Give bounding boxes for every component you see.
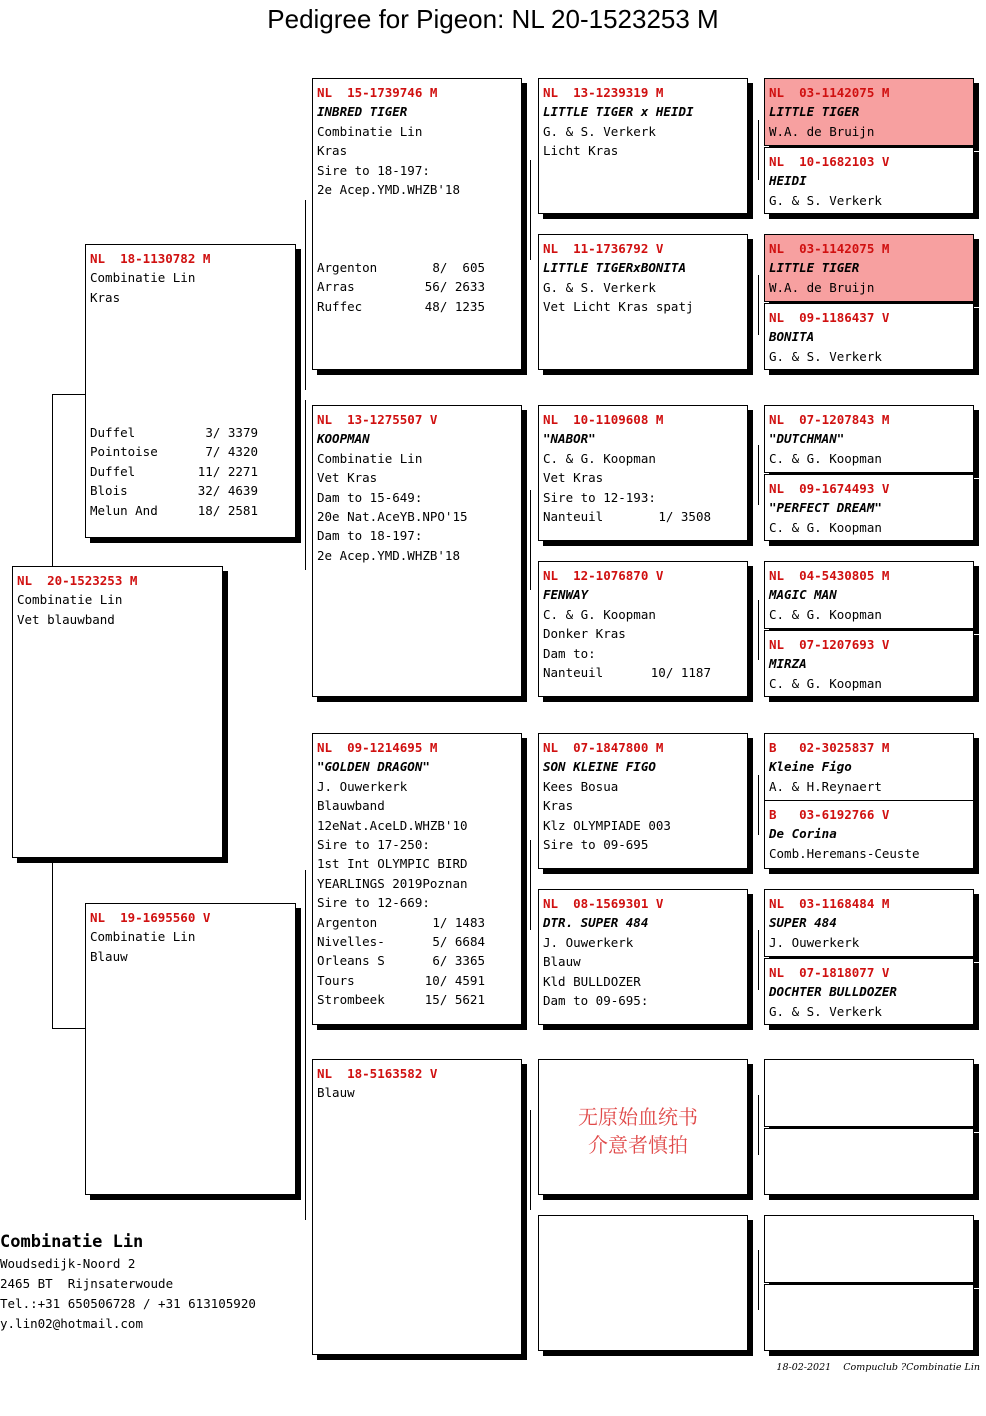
pigeon-card-subject: [12, 566, 223, 858]
pigeon-name: SUPER 484: [769, 915, 837, 931]
pigeon-card-gen4: [764, 474, 974, 541]
breeder: Combinatie Lin: [17, 592, 123, 608]
ring-number: NL 09-1186437 V: [769, 310, 890, 325]
pigeon-card-sd: [312, 405, 522, 697]
result-row: Duffel 11/ 2271: [90, 463, 258, 479]
pigeon-card-gen4: [764, 630, 974, 697]
pigeon-card-gen4: [764, 234, 974, 302]
pigeon-name: "PERFECT DREAM": [769, 500, 882, 516]
breeder: G. & S. Verkerk: [769, 348, 882, 364]
pigeon-card-sss: [538, 78, 748, 214]
note: Dam to 18-197:: [317, 528, 423, 544]
owner-info: [0, 1230, 256, 1334]
ring-number: NL 04-5430805 M: [769, 568, 890, 583]
ring-number: NL 10-1109608 M: [543, 412, 664, 427]
pigeon-name: DOCHTER BULLDOZER: [769, 984, 897, 1000]
color: Donker Kras: [543, 626, 626, 642]
breeder: G. & S. Verkerk: [769, 192, 882, 208]
ring-number: NL 13-1239319 M: [543, 85, 664, 100]
breeder: G. & S. Verkerk: [543, 123, 656, 139]
color: Blauw: [317, 1085, 355, 1101]
pigeon-card-ss: [312, 78, 522, 370]
note: Sire to 09-695: [543, 837, 649, 853]
pigeon-name: LITTLE TIGER: [769, 104, 860, 120]
breeder: J. Ouwerkerk: [543, 934, 634, 950]
pigeon-card-gen4: [764, 78, 974, 146]
ring-number: NL 10-1682103 V: [769, 154, 890, 169]
ring-number: NL 09-1674493 V: [769, 481, 890, 496]
note: Dam to:: [543, 645, 596, 661]
pigeon-card-dam: [85, 903, 296, 1195]
note: Sire to 17-250:: [317, 837, 430, 853]
pigeon-card-sdd: [538, 561, 748, 697]
result-row: Nivelles- 5/ 6684: [317, 934, 485, 950]
breeder: J. Ouwerkerk: [769, 934, 860, 950]
pigeon-card-gen4: [764, 303, 974, 370]
pigeon-card-gen4: [764, 800, 974, 869]
pigeon-card-gen4: [764, 561, 974, 629]
pigeon-card-gen4: [764, 958, 974, 1025]
ring-number: NL 13-1275507 V: [317, 412, 438, 427]
breeder: J. Ouwerkerk: [317, 778, 408, 794]
note: YEARLINGS 2019Poznan: [317, 875, 468, 891]
footer-credit: 18-02-2021 Compuclub ?Combinatie Lin: [776, 1362, 980, 1373]
owner-email[interactable]: y.lin02@hotmail.com: [0, 1316, 143, 1331]
result-row: Argenton 8/ 605: [317, 260, 485, 275]
results-list: [317, 913, 518, 1010]
pigeon-name: Kleine Figo: [769, 759, 852, 775]
breeder: W.A. de Bruijn: [769, 279, 875, 295]
pigeon-card-dd: [312, 1059, 522, 1355]
result-row: Strombeek 15/ 5621: [317, 992, 485, 1008]
color: Kras: [90, 289, 121, 305]
pigeon-card-sire: [85, 244, 296, 538]
pigeon-name: FENWAY: [543, 587, 589, 603]
ring-number: NL 03-1142075 M: [769, 85, 890, 100]
color: Blauwband: [317, 798, 385, 814]
pigeon-name: "DUTCHMAN": [769, 431, 845, 447]
breeder: C. & G. Koopman: [769, 450, 882, 466]
note: 1st Int OLYMPIC BIRD: [317, 856, 468, 872]
color: Kras: [543, 798, 574, 814]
result-row: Melun And 18/ 2581: [90, 502, 258, 518]
ring-number: NL 15-1739746 M: [317, 85, 438, 100]
pigeon-name: LITTLE TIGER: [769, 260, 860, 276]
ring-number: NL 18-5163582 V: [317, 1066, 438, 1081]
pigeon-name: "GOLDEN DRAGON": [317, 759, 430, 775]
result-row: Nanteuil 10/ 1187: [543, 665, 711, 681]
breeder: C. & G. Koopman: [769, 606, 882, 622]
ring-number: NL 12-1076870 V: [543, 568, 664, 583]
owner-name: Combinatie Lin: [0, 1232, 144, 1252]
ring-number: NL 07-1207843 M: [769, 412, 890, 427]
color: Vet Licht Kras spatj: [543, 299, 694, 315]
breeder: Combinatie Lin: [317, 123, 423, 139]
result-row: Arras 56/ 2633: [317, 279, 485, 295]
breeder: C. & G. Koopman: [543, 450, 656, 466]
color: Blauw: [90, 948, 128, 964]
result-row: Nanteuil 1/ 3508: [543, 509, 711, 525]
pigeon-card-gen4: [764, 147, 974, 214]
pigeon-name: LITTLE TIGERxBONITA: [543, 260, 686, 276]
ring-number: NL 07-1818077 V: [769, 965, 890, 980]
note: 12eNat.AceLD.WHZB'10: [317, 817, 468, 833]
pigeon-name: "NABOR": [543, 431, 596, 447]
owner-postcode: 2465 BT Rijnsaterwoude: [0, 1276, 174, 1291]
breeder: Combinatie Lin: [317, 450, 423, 466]
pigeon-card-empty: [764, 1059, 974, 1127]
ring-number: NL 03-1168484 M: [769, 896, 890, 911]
notice-line: 介意者慎拍: [588, 1133, 688, 1157]
ring-number: B 03-6192766 V: [769, 807, 890, 822]
note: Sire to 18-197:: [317, 162, 430, 178]
breeder: G. & S. Verkerk: [769, 1003, 882, 1019]
pigeon-name: MAGIC MAN: [769, 587, 837, 603]
pigeon-card-gen4: [764, 733, 974, 801]
ring-number: B 02-3025837 M: [769, 740, 890, 755]
pigeon-name: SON KLEINE FIGO: [543, 759, 656, 775]
pigeon-name: INBRED TIGER: [317, 104, 408, 120]
ring-number: NL 11-1736792 V: [543, 241, 664, 256]
pigeon-name: DTR. SUPER 484: [543, 915, 649, 931]
pigeon-name: LITTLE TIGER x HEIDI: [543, 104, 694, 120]
notice-line: 无原始血统书: [578, 1105, 698, 1129]
color: Vet blauwband: [17, 611, 115, 627]
color: Vet Kras: [543, 470, 604, 486]
pigeon-card-dsd: [538, 889, 748, 1025]
pigeon-name: De Corina: [769, 826, 837, 842]
result-row: Orleans S 6/ 3365: [317, 953, 485, 969]
result-row: Ruffec 48/ 1235: [317, 298, 485, 314]
breeder: G. & S. Verkerk: [543, 279, 656, 295]
note: Sire to 12-669:: [317, 895, 430, 911]
results-list: [90, 423, 258, 520]
pigeon-name: KOOPMAN: [317, 431, 370, 447]
no-original-pedigree-notice: [538, 1103, 738, 1159]
note: Kld BULLDOZER: [543, 973, 641, 989]
pigeon-card-ds: [312, 733, 522, 1025]
breeder: C. & G. Koopman: [769, 519, 882, 535]
owner-phone: Tel.:+31 650506728 / +31 613105920: [0, 1296, 256, 1311]
pigeon-card-empty: [764, 1128, 974, 1195]
note: 2e Acep.YMD.WHZB'18: [317, 182, 460, 198]
color: Vet Kras: [317, 470, 378, 486]
breeder: Kees Bosua: [543, 778, 619, 794]
pigeon-card-ddd: [538, 1215, 748, 1351]
breeder: A. & H.Reynaert: [769, 778, 882, 794]
ring-number: NL 19-1695560 V: [90, 910, 211, 925]
ring-number: NL 08-1569301 V: [543, 896, 664, 911]
breeder: Comb.Heremans-Ceuste: [769, 845, 920, 861]
breeder: C. & G. Koopman: [769, 675, 882, 691]
ring-number: NL 20-1523253 M: [17, 573, 138, 588]
note: Dam to 09-695:: [543, 993, 649, 1009]
breeder: W.A. de Bruijn: [769, 123, 875, 139]
pigeon-card-empty: [764, 1215, 974, 1283]
breeder: Combinatie Lin: [90, 270, 196, 286]
color: Blauw: [543, 954, 581, 970]
result-row: Pointoise 7/ 4320: [90, 444, 258, 460]
pigeon-name: MIRZA: [769, 656, 807, 672]
owner-address: Woudsedijk-Noord 2: [0, 1256, 136, 1271]
ring-number: NL 07-1207693 V: [769, 637, 890, 652]
pigeon-name: BONITA: [769, 329, 815, 345]
ring-number: NL 18-1130782 M: [90, 251, 211, 266]
results-list: [317, 258, 485, 316]
page-title: Pedigree for Pigeon: NL 20-1523253 M: [267, 4, 719, 34]
result-row: Blois 32/ 4639: [90, 483, 258, 499]
pigeon-name: HEIDI: [769, 173, 807, 189]
ring-number: NL 07-1847800 M: [543, 740, 664, 755]
color: Licht Kras: [543, 143, 619, 159]
note: 20e Nat.AceYB.NPO'15: [317, 509, 468, 525]
pigeon-card-ssd: [538, 234, 748, 370]
pigeon-card-sds: [538, 405, 748, 541]
note: Klz OLYMPIADE 003: [543, 817, 671, 833]
note: Dam to 15-649:: [317, 489, 423, 505]
ring-number: NL 03-1142075 M: [769, 241, 890, 256]
breeder: C. & G. Koopman: [543, 606, 656, 622]
pigeon-card-empty: [764, 1284, 974, 1351]
result-row: Duffel 3/ 3379: [90, 425, 258, 440]
ring-number: NL 09-1214695 M: [317, 740, 438, 755]
result-row: Argenton 1/ 1483: [317, 914, 485, 930]
note: 2e Acep.YMD.WHZB'18: [317, 547, 460, 563]
breeder: Combinatie Lin: [90, 929, 196, 945]
pigeon-card-dss: [538, 733, 748, 869]
pigeon-card-gen4: [764, 405, 974, 473]
pigeon-card-gen4: [764, 889, 974, 957]
note: Sire to 12-193:: [543, 489, 656, 505]
result-row: Tours 10/ 4591: [317, 972, 485, 988]
color: Kras: [317, 143, 348, 159]
